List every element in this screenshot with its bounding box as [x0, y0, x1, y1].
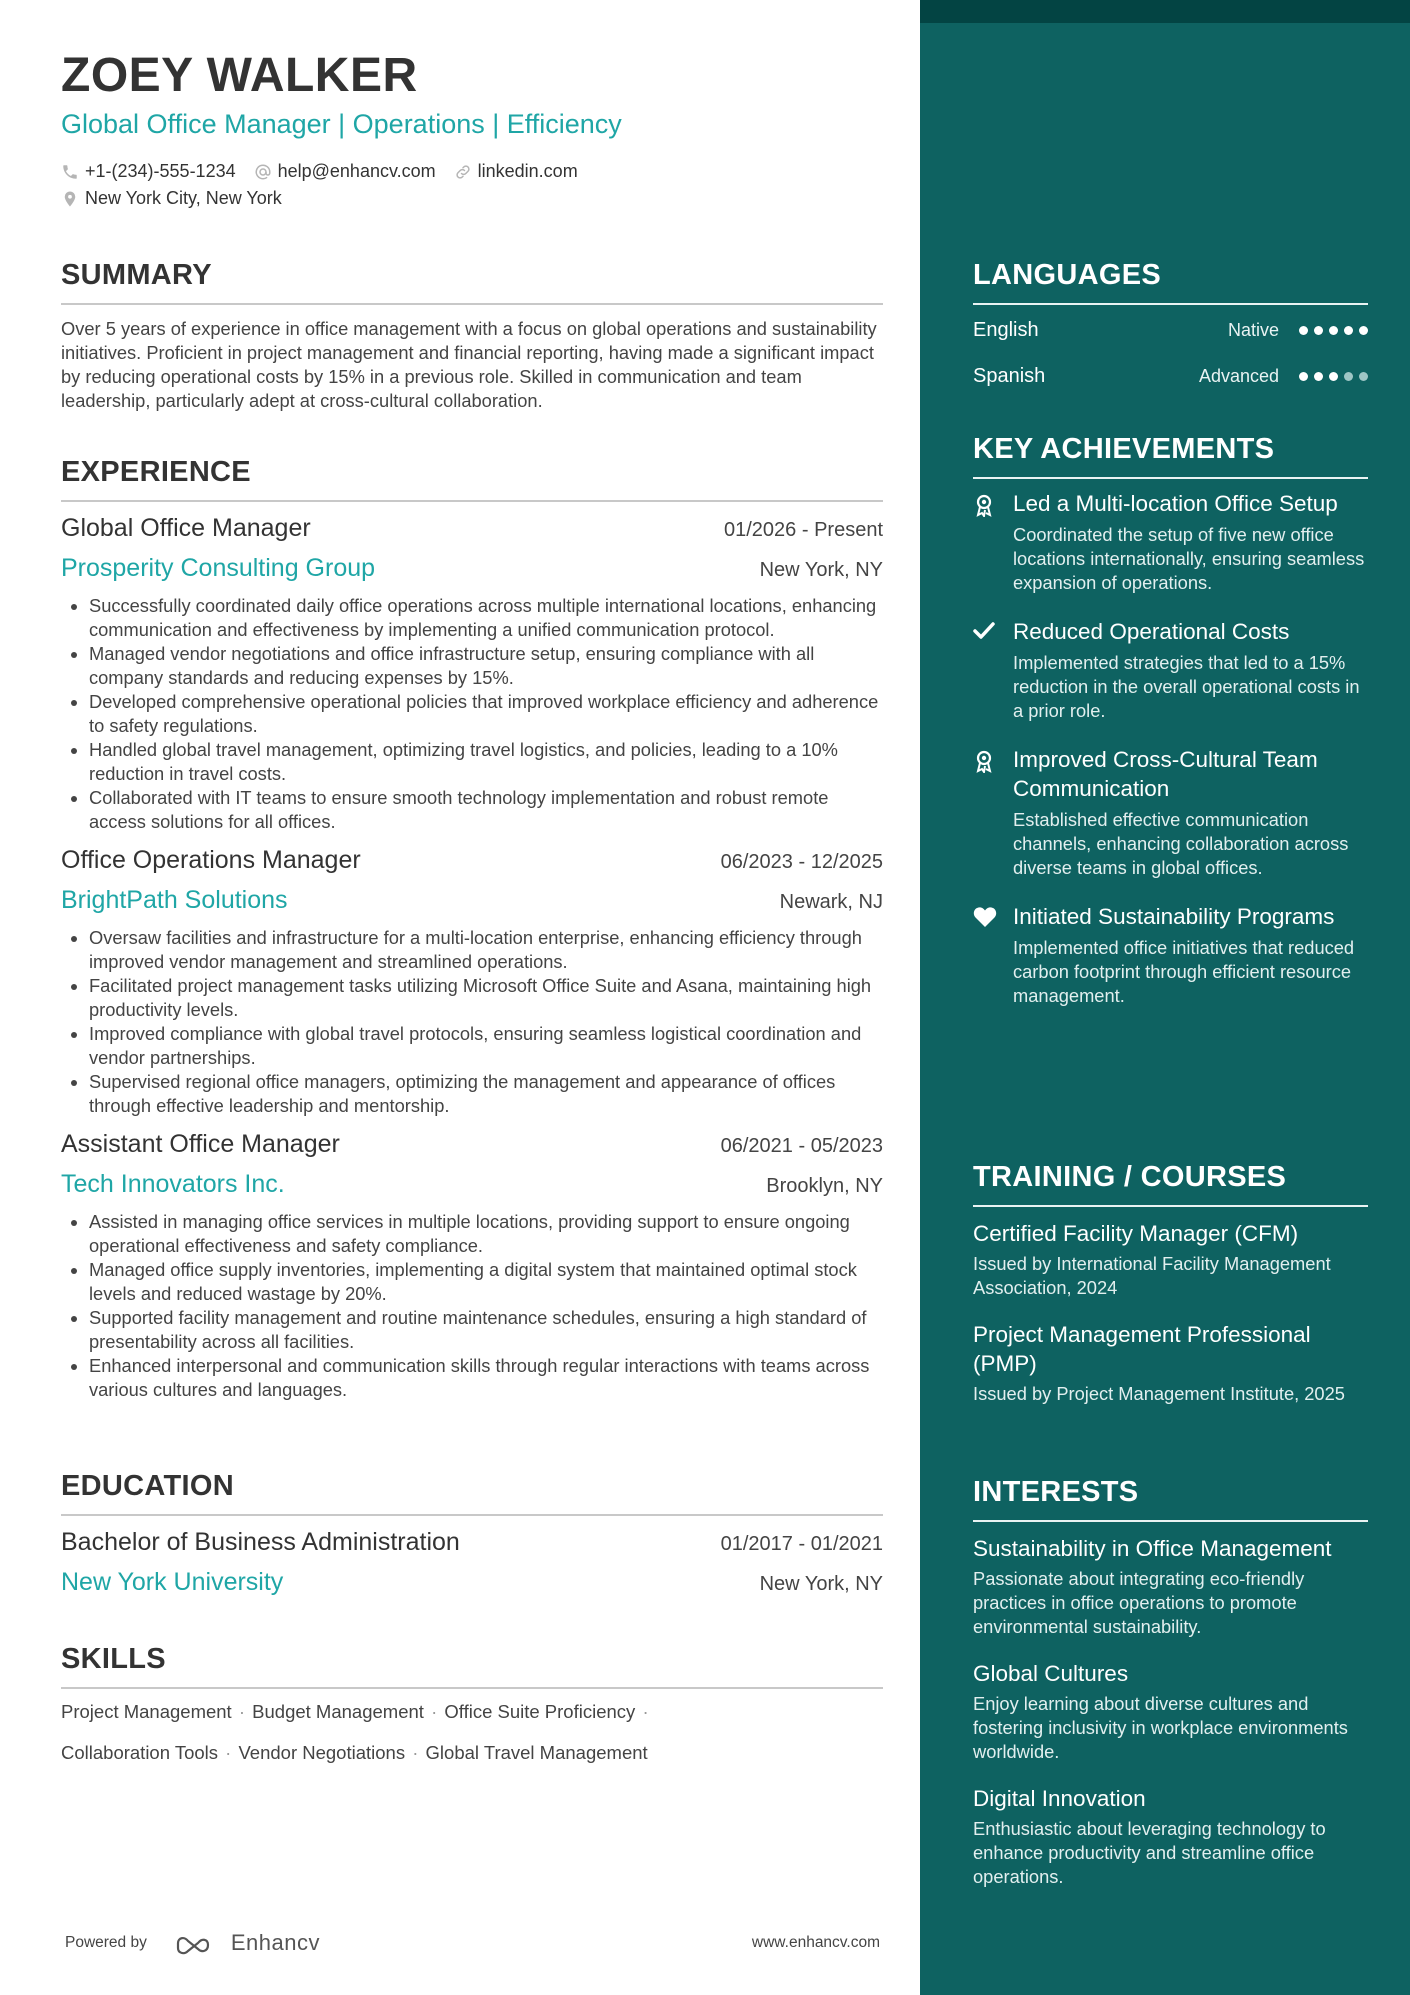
proficiency-dot-filled: [1359, 326, 1368, 335]
achievement-item: [973, 617, 1368, 723]
skill-separator: ·: [642, 1701, 649, 1722]
skill-item: Project Management: [61, 1701, 232, 1722]
job-entry: [61, 846, 883, 1118]
interest-title: Global Cultures: [973, 1661, 1129, 1686]
interest-item: [973, 1784, 1368, 1889]
course-desc: Issued by Project Management Institute, 2025: [973, 1383, 1345, 1404]
skills-row: [61, 1732, 883, 1773]
job-entry: [61, 514, 883, 834]
phone-text: +1-(234)-555-1234: [85, 161, 236, 181]
achievement-desc: Implemented office initiatives that reduced carbon footprint through efficient resource management.: [1013, 937, 1355, 1006]
list-item: • Collaborated with IT teams to ensure smooth technology implementation and robust remote access solutions for all offices.: [89, 786, 883, 834]
website-link[interactable]: www.enhancv.com: [751, 1934, 880, 1951]
section-divider: [973, 1205, 1368, 1207]
section-heading: KEY ACHIEVEMENTS: [973, 433, 1275, 465]
achievement-item: [973, 902, 1368, 1008]
section-divider: [61, 500, 883, 502]
list-item: • Enhanced interpersonal and communication skills through regular interactions with teams across various cultures and languages.: [89, 1354, 883, 1402]
enhancv-logo-icon: [173, 1931, 223, 1955]
skill-item: Vendor Negotiations: [238, 1742, 406, 1763]
list-item: • Supervised regional office managers, optimizing the management and appearance of offices through effective leadership and mentorship.: [89, 1070, 883, 1118]
course-desc: Issued by International Facility Management Association, 2024: [973, 1253, 1331, 1298]
achievement-title: Reduced Operational Costs: [1013, 619, 1290, 644]
job-location: Newark, NJ: [779, 891, 883, 913]
powered-by-label: Powered by: [65, 1934, 147, 1951]
linkedin-text: linkedin.com: [477, 161, 578, 181]
skill-item: Budget Management: [252, 1701, 424, 1722]
language-level: Advanced: [1198, 365, 1279, 386]
interest-desc: Enthusiastic about leveraging technology to enhance productivity and streamline office operations.: [973, 1818, 1326, 1887]
job-location: New York, NY: [759, 559, 883, 581]
section-divider: [61, 303, 883, 305]
list-item: • Successfully coordinated daily office operations across multiple international locations, enhancing communication and effectiveness by implementing a unified communication protocol.: [89, 594, 883, 642]
list-item: • Managed office supply inventories, implementing a digital system that maintained optimal stock levels and reduced wastage by 20%.: [89, 1258, 883, 1306]
proficiency-dot-empty: [1344, 372, 1353, 381]
course-item: [973, 1320, 1368, 1406]
skill-separator: ·: [238, 1701, 246, 1722]
skills-row: [61, 1691, 883, 1732]
interest-desc: Passionate about integrating eco-friendly practices in office operations to promote environmental sustainability.: [973, 1568, 1305, 1637]
phone-icon: [61, 163, 79, 181]
interests-section: [973, 1474, 1368, 1889]
award-icon: [973, 749, 995, 773]
email-text: help@enhancv.com: [277, 161, 436, 181]
header: [61, 44, 883, 212]
job-dates: 06/2023 - 12/2025: [720, 851, 883, 873]
award-icon: [973, 493, 995, 517]
email-contact[interactable]: [254, 161, 436, 182]
summary-section: [61, 257, 883, 413]
language-row: [973, 307, 1368, 353]
section-heading: INTERESTS: [973, 1476, 1139, 1508]
course-title: Certified Facility Manager (CFM): [973, 1221, 1299, 1246]
proficiency-dots: [1299, 326, 1368, 335]
achievement-title: Improved Cross-Cultural Team Communication: [1013, 747, 1318, 801]
course-item: [973, 1219, 1368, 1300]
job-entry: [61, 1130, 883, 1402]
achievement-item: [973, 745, 1368, 880]
section-heading: EDUCATION: [61, 1470, 234, 1502]
section-divider: [973, 477, 1368, 479]
brand-name: Enhancv: [230, 1930, 320, 1955]
list-item: • Developed comprehensive operational policies that improved workplace efficiency and adherence to safety regulations.: [89, 690, 883, 738]
sidebar-top-bar: [920, 0, 1410, 23]
link-icon: [454, 163, 472, 181]
summary-text: Over 5 years of experience in office management with a focus on global operations and sustainability initiatives. Proficient in project management and financial reporting, having made a significant impact by reducing operational costs by 15% in a previous role. Skilled in communication and team leadership, particularly adept at cross-cultural collaboration.: [61, 318, 877, 411]
footer: [65, 1930, 880, 1956]
job-bullets: [61, 594, 883, 834]
check-icon: [973, 621, 995, 641]
skills-section: [61, 1641, 883, 1773]
achievement-desc: Established effective communication channels, enhancing collaboration across diverse teams in global offices.: [1013, 809, 1349, 878]
skill-item: Global Travel Management: [425, 1742, 648, 1763]
job-company: BrightPath Solutions: [61, 886, 288, 914]
proficiency-dot-filled: [1314, 372, 1323, 381]
job-role: Office Operations Manager: [61, 846, 361, 874]
list-item: • Handled global travel management, optimizing travel logistics, and policies, leading to a 10% reduction in travel costs.: [89, 738, 883, 786]
job-company: Prosperity Consulting Group: [61, 554, 376, 582]
proficiency-dot-filled: [1329, 326, 1338, 335]
achievement-title: Led a Multi-location Office Setup: [1013, 491, 1338, 516]
language-name: Spanish: [973, 364, 1046, 387]
section-divider: [973, 1520, 1368, 1522]
proficiency-dot-filled: [1299, 326, 1308, 335]
powered-by: [65, 1930, 320, 1956]
language-name: English: [973, 318, 1039, 341]
interest-item: [973, 1659, 1368, 1764]
achievement-title: Initiated Sustainability Programs: [1013, 904, 1335, 929]
list-item: • Supported facility management and routine maintenance schedules, ensuring a high standard of presentability across all facilities.: [89, 1306, 883, 1354]
interest-title: Digital Innovation: [973, 1786, 1146, 1811]
list-item: • Managed vendor negotiations and office infrastructure setup, ensuring compliance with all company standards and reducing expenses by 15%.: [89, 642, 883, 690]
linkedin-contact[interactable]: [454, 161, 578, 182]
job-role: Assistant Office Manager: [61, 1130, 340, 1158]
candidate-title: Global Office Manager | Operations | Efficiency: [61, 109, 622, 139]
heart-icon: [973, 906, 997, 928]
location-contact: [61, 188, 282, 209]
education-entry: [61, 1528, 883, 1604]
proficiency-dot-filled: [1299, 372, 1308, 381]
section-divider: [61, 1687, 883, 1689]
achievement-desc: Implemented strategies that led to a 15% reduction in the overall operational costs in a prior role.: [1013, 652, 1360, 721]
section-heading: SKILLS: [61, 1643, 166, 1675]
proficiency-dot-filled: [1329, 372, 1338, 381]
location-text: New York City, New York: [85, 188, 282, 208]
job-bullets: [61, 1210, 883, 1402]
skill-item: Office Suite Proficiency: [444, 1701, 636, 1722]
list-item: • Facilitated project management tasks utilizing Microsoft Office Suite and Asana, maintaining high productivity levels.: [89, 974, 883, 1022]
skill-separator: ·: [225, 1742, 232, 1763]
language-level: Native: [1227, 319, 1279, 340]
achievement-item: [973, 489, 1368, 595]
education-section: [61, 1468, 883, 1604]
interest-item: [973, 1534, 1368, 1639]
list-item: • Improved compliance with global travel protocols, ensuring seamless logistical coordination and vendor partnerships.: [89, 1022, 883, 1070]
job-company: Tech Innovators Inc.: [61, 1170, 285, 1198]
at-icon: [254, 163, 272, 181]
skill-separator: ·: [431, 1701, 438, 1722]
course-title: Project Management Professional (PMP): [973, 1322, 1311, 1376]
job-location: Brooklyn, NY: [766, 1175, 883, 1197]
achievements-section: [973, 431, 1368, 1008]
job-dates: 06/2021 - 05/2023: [720, 1135, 883, 1157]
proficiency-dot-filled: [1344, 326, 1353, 335]
experience-section: [61, 454, 883, 1402]
education-location: New York, NY: [759, 1573, 883, 1595]
languages-section: [973, 257, 1368, 399]
section-divider: [61, 1514, 883, 1516]
job-bullets: [61, 926, 883, 1118]
job-role: Global Office Manager: [61, 514, 311, 542]
skill-separator: ·: [412, 1742, 419, 1763]
section-divider: [973, 303, 1368, 305]
language-row: [973, 353, 1368, 399]
section-heading: SUMMARY: [61, 259, 212, 291]
location-pin-icon: [61, 190, 79, 208]
list-item: • Oversaw facilities and infrastructure for a multi-location enterprise, enhancing efficiency through improved vendor management and streamlined operations.: [89, 926, 883, 974]
education-dates: 01/2017 - 01/2021: [720, 1533, 883, 1555]
training-section: [973, 1159, 1368, 1406]
section-heading: LANGUAGES: [973, 259, 1161, 291]
phone-contact[interactable]: [61, 161, 236, 182]
proficiency-dot-filled: [1314, 326, 1323, 335]
skill-item: Collaboration Tools: [61, 1742, 219, 1763]
degree: Bachelor of Business Administration: [61, 1528, 460, 1556]
school: New York University: [61, 1568, 284, 1596]
list-item: • Assisted in managing office services in multiple locations, providing support to ensure ongoing operational effectiveness and safety compliance.: [89, 1210, 883, 1258]
section-heading: EXPERIENCE: [61, 456, 251, 488]
sidebar: [920, 0, 1410, 1995]
contact-info: [61, 158, 883, 212]
proficiency-dot-empty: [1359, 372, 1368, 381]
candidate-name: ZOEY WALKER: [61, 49, 418, 102]
proficiency-dots: [1299, 372, 1368, 381]
section-heading: TRAINING / COURSES: [973, 1161, 1287, 1193]
interest-title: Sustainability in Office Management: [973, 1536, 1332, 1561]
interest-desc: Enjoy learning about diverse cultures and fostering inclusivity in workplace environments worldwide.: [973, 1693, 1348, 1762]
job-dates: 01/2026 - Present: [724, 519, 883, 541]
achievement-desc: Coordinated the setup of five new office locations internationally, ensuring seamless expansion of operations.: [1013, 524, 1365, 593]
